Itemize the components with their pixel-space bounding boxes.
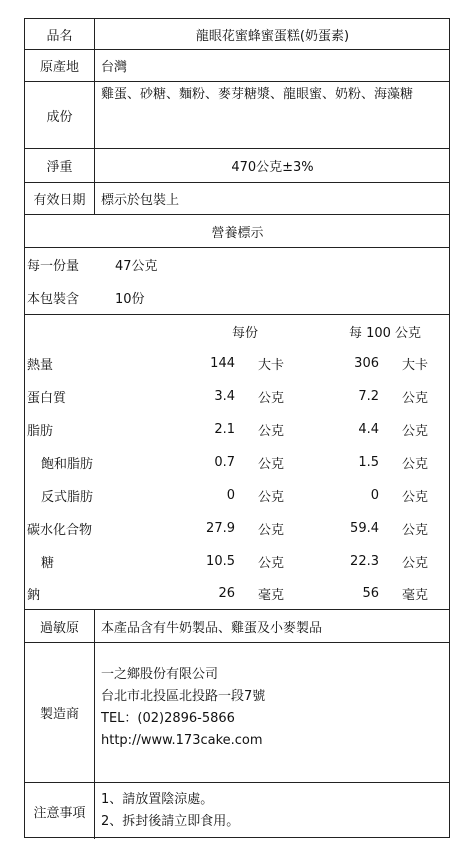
nutrient-name: 蛋白質 (27, 391, 67, 406)
nutrition-title: 營養標示 (211, 225, 264, 241)
nutrient-name: 糖 (41, 556, 55, 571)
per-100g-unit: 公克 (402, 391, 429, 406)
per-serving-unit: 大卡 (258, 358, 285, 373)
per-serving-value: 144 (210, 356, 235, 371)
expiry-value: 標示於包裝上 (101, 193, 180, 208)
nutrient-row (25, 413, 450, 446)
net-weight-value: 470公克±3% (231, 160, 314, 175)
per-serving-unit: 公克 (258, 457, 285, 472)
ingredients-label: 成份 (46, 109, 73, 125)
per-serving-unit: 公克 (258, 556, 285, 571)
per-serving-unit: 公克 (258, 523, 285, 538)
net-weight-label: 淨重 (46, 160, 73, 175)
nutrient-row (25, 479, 450, 512)
per-serving-value: 2.1 (214, 422, 235, 437)
allergen-label: 過敏原 (39, 620, 79, 636)
per-100g-value: 59.4 (350, 521, 379, 536)
per-100g-unit: 公克 (402, 556, 429, 571)
per-serving-header: 每份 (231, 325, 258, 341)
servings-per-package-value: 10份 (115, 292, 145, 307)
product-name-label: 品名 (46, 28, 73, 44)
per-serving-value: 26 (218, 586, 235, 601)
per-100g-value: 4.4 (358, 422, 379, 437)
per-100g-unit: 公克 (402, 424, 429, 439)
product-name-value: 龍眼花蜜蜂蜜蛋糕(奶蛋素) (195, 28, 350, 44)
nutrition-label-table (24, 18, 450, 838)
note-item: 1、請放置陰涼處。 (101, 792, 214, 807)
per-serving-unit: 公克 (258, 424, 285, 439)
per-serving-unit: 公克 (258, 490, 285, 505)
manufacturer-info (101, 664, 446, 752)
nutrient-row (25, 380, 450, 413)
column-divider (94, 609, 95, 839)
manufacturer-phone: TEL：(02)2896-5866 (101, 711, 235, 726)
nutrient-row (25, 512, 450, 545)
manufacturer-address: 台北市北投區北投路一段7號 (101, 689, 266, 704)
nutrient-row (25, 446, 450, 479)
per-serving-unit: 公克 (258, 391, 285, 406)
per-serving-value: 27.9 (206, 521, 235, 536)
nutrient-name: 脂肪 (27, 424, 54, 439)
serving-size-value: 47公克 (115, 259, 158, 274)
nutrient-row (25, 347, 450, 380)
per-100g-value: 22.3 (350, 554, 379, 569)
per-100g-value: 306 (354, 356, 379, 371)
origin-label: 原產地 (39, 60, 79, 75)
per-100g-value: 56 (362, 586, 379, 601)
origin-value: 台灣 (101, 60, 128, 75)
note-item: 2、拆封後請立即食用。 (101, 814, 240, 829)
manufacturer-company: 一之鄉股份有限公司 (101, 667, 219, 682)
per-serving-value: 3.4 (214, 389, 235, 404)
per-100g-unit: 公克 (402, 490, 429, 505)
per-100g-unit: 公克 (402, 523, 429, 538)
per-serving-unit: 毫克 (258, 588, 285, 603)
allergen-value: 本產品含有牛奶製品、雞蛋及小麥製品 (101, 620, 323, 636)
nutrient-name: 熱量 (27, 358, 54, 373)
per-100g-header: 每 100 公克 (348, 325, 422, 341)
per-serving-value: 0.7 (214, 455, 235, 470)
per-100g-unit: 公克 (402, 457, 429, 472)
notes-label: 注意事項 (33, 805, 86, 821)
manufacturer-website: http://www.173cake.com (101, 733, 263, 748)
servings-per-package-label: 本包裝含 (27, 292, 80, 307)
per-100g-value: 1.5 (358, 455, 379, 470)
serving-size-label: 每一份量 (27, 259, 80, 274)
per-serving-value: 10.5 (206, 554, 235, 569)
nutrient-name: 飽和脂肪 (41, 457, 94, 472)
manufacturer-label: 製造商 (39, 707, 79, 722)
nutrient-name: 碳水化合物 (27, 523, 93, 538)
ingredients-value: 雞蛋、砂糖、麵粉、麥芽糖漿、龍眼蜜、奶粉、海藻糖 (101, 87, 414, 102)
per-100g-value: 7.2 (358, 389, 379, 404)
nutrient-row (25, 578, 450, 609)
nutrient-row (25, 545, 450, 578)
expiry-label: 有效日期 (33, 193, 86, 208)
per-100g-unit: 毫克 (402, 588, 429, 603)
per-serving-value: 0 (226, 488, 235, 503)
nutrient-name: 鈉 (27, 588, 41, 603)
per-100g-unit: 大卡 (402, 358, 429, 373)
notes-list (101, 789, 446, 833)
nutrient-name: 反式脂肪 (41, 490, 94, 505)
per-100g-value: 0 (370, 488, 379, 503)
